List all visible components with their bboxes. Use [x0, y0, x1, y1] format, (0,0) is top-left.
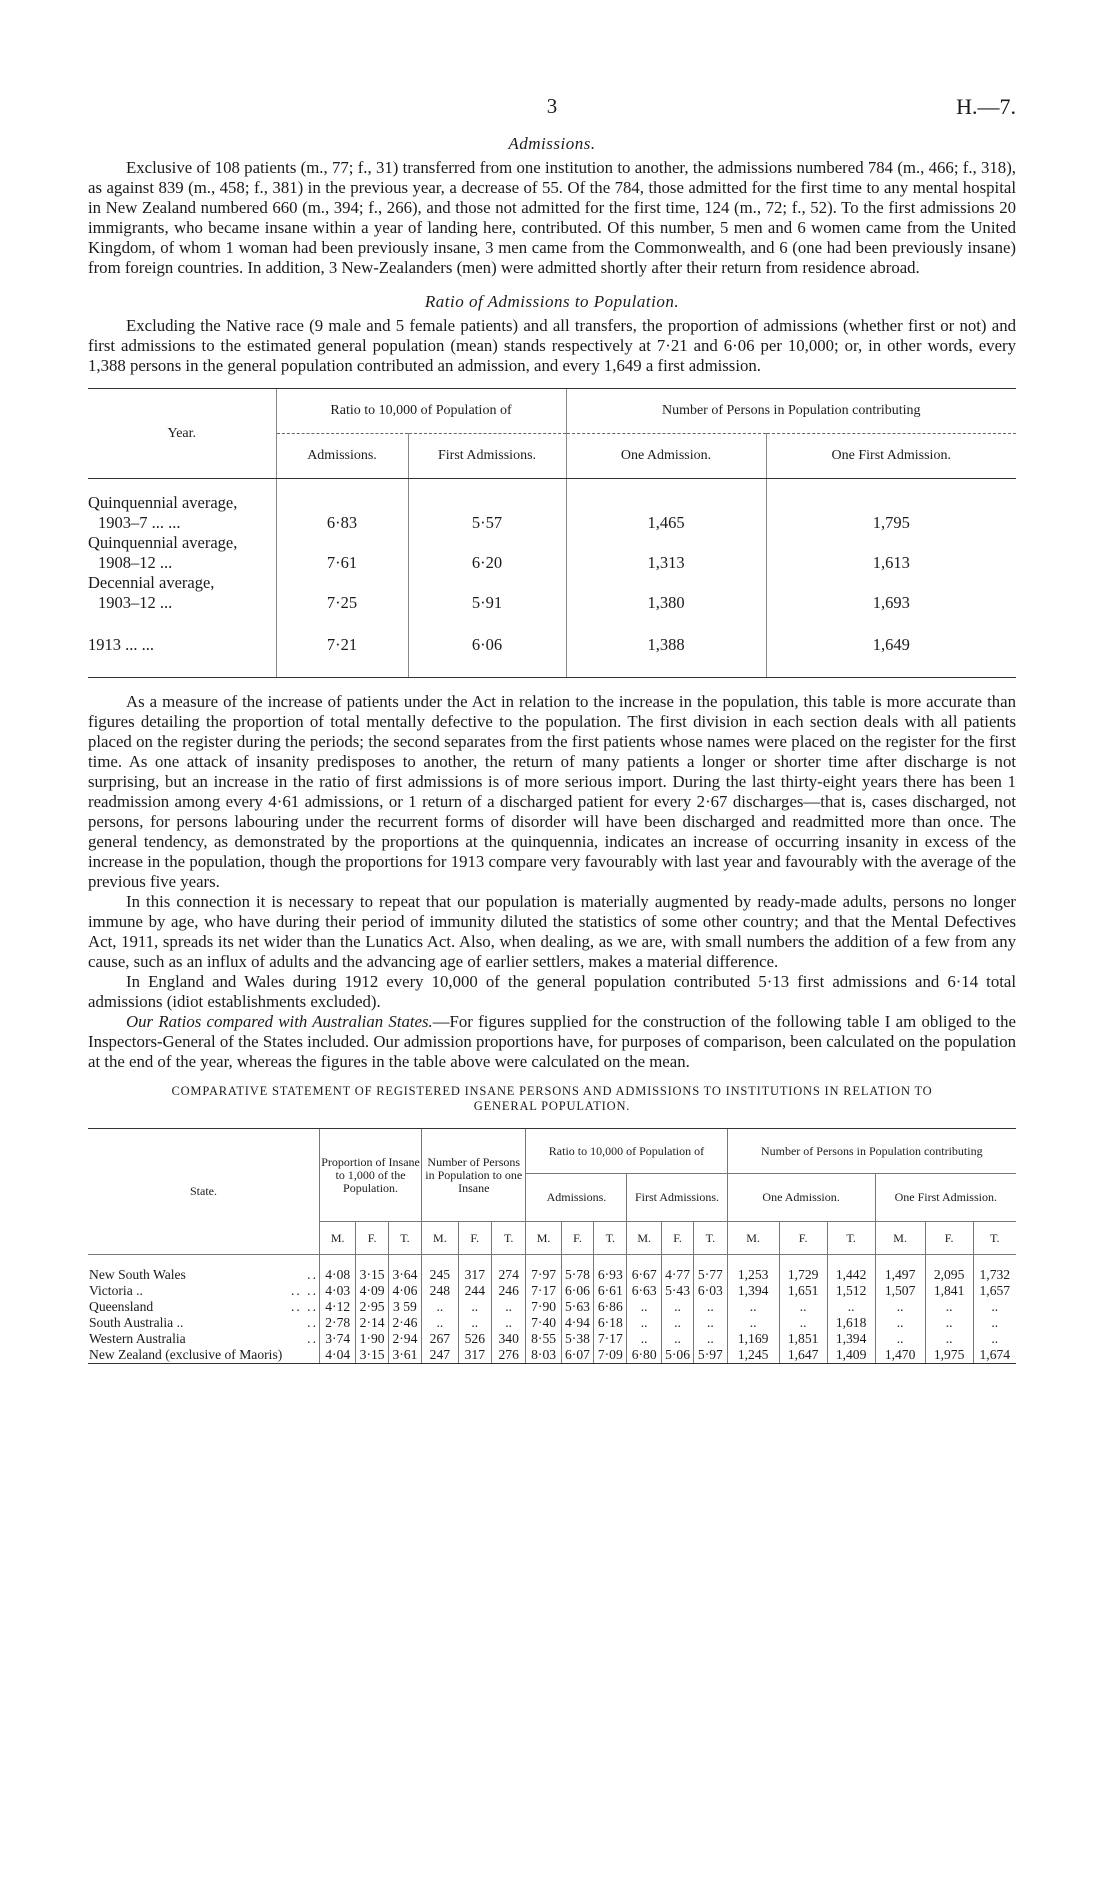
one-first-admission-cell: .. — [875, 1315, 925, 1331]
proportion-cell: 4·08 — [319, 1267, 355, 1283]
one-first-admission-cell: .. — [875, 1299, 925, 1315]
one-first-admission-cell: .. — [925, 1315, 973, 1331]
state-name: Queensland — [89, 1299, 154, 1314]
one-admission-cell: 1,388 — [566, 613, 766, 655]
persons-per-insane-column-header: Number of Persons in Population to one Insane — [422, 1129, 526, 1222]
one-admission-column-header: One Admission. — [727, 1174, 875, 1222]
table-row — [88, 1267, 1016, 1283]
first-admissions-ratio-cell: 6·80 — [627, 1347, 661, 1364]
admissions-ratio-cell: 6·93 — [594, 1267, 627, 1283]
persons-per-insane-cell: 317 — [458, 1267, 491, 1283]
one-first-admission-column-header: One First Admission. — [875, 1174, 1016, 1222]
proportion-cell: 2·46 — [388, 1315, 421, 1331]
admissions-ratio-cell: 6·18 — [594, 1315, 627, 1331]
ratio-heading: Ratio of Admissions to Population. — [424, 292, 680, 311]
leader-dots: .. — [307, 1315, 318, 1330]
one-first-admission-cell: 1,470 — [875, 1347, 925, 1364]
admissions-ratio-cell: 7·09 — [594, 1347, 627, 1364]
admissions-ratio-cell: 5·63 — [561, 1299, 593, 1315]
year-label-continued: 1903–12 ... — [98, 593, 173, 612]
sex-subheader: M. — [875, 1222, 925, 1255]
one-admission-cell: .. — [727, 1315, 779, 1331]
proportion-cell: 3·74 — [319, 1331, 355, 1347]
one-admission-cell: 1,245 — [727, 1347, 779, 1364]
document-reference: H.—7. — [956, 94, 1016, 119]
table-row — [88, 1299, 1016, 1315]
sex-subheader: T. — [973, 1222, 1016, 1255]
table-title-line: COMPARATIVE STATEMENT OF REGISTERED INSANE PERSONS AND ADMISSIONS TO INSTITUTIONS IN RELATION TO — [171, 1084, 933, 1098]
one-admission-cell: .. — [779, 1299, 827, 1315]
proportion-cell: 4·06 — [388, 1283, 421, 1299]
one-first-admission-cell: .. — [925, 1299, 973, 1315]
one-first-admission-cell: 1,649 — [766, 613, 1016, 655]
sex-subheader: F. — [356, 1222, 388, 1255]
admissions-ratio-cell: 6·07 — [561, 1347, 593, 1364]
one-admission-cell: 1,394 — [727, 1283, 779, 1299]
one-admission-cell: 1,313 — [566, 533, 766, 573]
one-admission-column-header: One Admission. — [566, 434, 766, 479]
first-admissions-ratio-cell: .. — [694, 1315, 727, 1331]
first-admissions-cell: 5·91 — [408, 573, 566, 613]
one-admission-cell: .. — [727, 1299, 779, 1315]
one-admission-cell: .. — [827, 1299, 875, 1315]
first-admissions-ratio-cell: 5·77 — [694, 1267, 727, 1283]
sex-subheader: T. — [388, 1222, 421, 1255]
persons-per-insane-cell: 274 — [491, 1267, 525, 1283]
one-first-admission-cell: 1,497 — [875, 1267, 925, 1283]
table-row — [88, 573, 1016, 613]
one-admission-cell: 1,380 — [566, 573, 766, 613]
first-admissions-ratio-cell: .. — [627, 1331, 661, 1347]
sex-subheader: M. — [727, 1222, 779, 1255]
year-label-continued: 1908–12 ... — [98, 553, 173, 572]
state-name: Victoria .. — [89, 1283, 143, 1298]
one-first-admission-cell: 1,674 — [973, 1347, 1016, 1364]
leader-dots: .. — [307, 1267, 318, 1282]
admissions-cell: 7·25 — [276, 573, 408, 613]
admissions-column-header: Admissions. — [526, 1174, 627, 1222]
year-label: 1913 ... ... — [88, 635, 154, 654]
persons-per-insane-cell: .. — [491, 1315, 525, 1331]
one-admission-cell: 1,851 — [779, 1331, 827, 1347]
admissions-ratio-cell: 7·17 — [594, 1331, 627, 1347]
one-admission-cell: 1,647 — [779, 1347, 827, 1364]
one-admission-cell: 1,618 — [827, 1315, 875, 1331]
proportion-cell: 2·95 — [356, 1299, 388, 1315]
persons-per-insane-cell: .. — [422, 1299, 458, 1315]
one-first-admission-cell: 1,975 — [925, 1347, 973, 1364]
persons-group-header: Number of Persons in Population contributing — [566, 389, 1016, 434]
discussion-paragraph-3: In England and Wales during 1912 every 10,000 of the general population contributed 5·13 first admissions and 6·14 total admissions (idiot establishments excluded). — [88, 972, 1016, 1011]
one-first-admission-cell: 1,795 — [766, 493, 1016, 533]
persons-per-insane-cell: 317 — [458, 1347, 491, 1364]
one-first-admission-cell: .. — [925, 1331, 973, 1347]
persons-per-insane-cell: .. — [458, 1299, 491, 1315]
persons-per-insane-cell: 246 — [491, 1283, 525, 1299]
table-row — [88, 1315, 1016, 1331]
proportion-cell: 4·03 — [319, 1283, 355, 1299]
paragraph-lead-in: Our Ratios compared with Australian States. — [126, 1012, 433, 1031]
page-header — [88, 80, 1016, 120]
sex-subheader: F. — [661, 1222, 693, 1255]
persons-per-insane-cell: 244 — [458, 1283, 491, 1299]
proportion-cell: 2·14 — [356, 1315, 388, 1331]
sex-subheader: M. — [627, 1222, 661, 1255]
table-row — [88, 613, 1016, 655]
first-admissions-ratio-cell: .. — [661, 1315, 693, 1331]
one-first-admission-cell: 1,657 — [973, 1283, 1016, 1299]
leader-dots: .. .. — [290, 1299, 318, 1314]
persons-per-insane-cell: 276 — [491, 1347, 525, 1364]
admissions-heading: Admissions. — [508, 134, 596, 153]
one-first-admission-cell: 1,507 — [875, 1283, 925, 1299]
proportion-cell: 1·90 — [356, 1331, 388, 1347]
first-admissions-column-header: First Admissions. — [408, 434, 566, 479]
one-admission-cell: 1,729 — [779, 1267, 827, 1283]
state-column-header: State. — [88, 1129, 319, 1255]
comparative-table-title — [88, 1084, 1016, 1114]
one-first-admission-cell: 1,732 — [973, 1267, 1016, 1283]
admissions-column-header: Admissions. — [276, 434, 408, 479]
sex-subheader: M. — [319, 1222, 355, 1255]
proportion-cell: 2·94 — [388, 1331, 421, 1347]
document-page — [88, 80, 1016, 1364]
persons-group-header: Number of Persons in Population contributing — [727, 1129, 1016, 1174]
first-admissions-ratio-cell: .. — [694, 1331, 727, 1347]
admissions-ratio-cell: 6·61 — [594, 1283, 627, 1299]
table-row — [88, 533, 1016, 573]
year-column-header: Year. — [88, 389, 276, 479]
first-admissions-ratio-cell: 6·63 — [627, 1283, 661, 1299]
admissions-cell: 7·21 — [276, 613, 408, 655]
first-admissions-ratio-cell: 6·03 — [694, 1283, 727, 1299]
admissions-cell: 7·61 — [276, 533, 408, 573]
table-row — [88, 1283, 1016, 1299]
admissions-ratio-cell: 5·38 — [561, 1331, 593, 1347]
comparative-table — [88, 1128, 1016, 1364]
ratio-group-header: Ratio to 10,000 of Population of — [276, 389, 566, 434]
first-admissions-column-header: First Admissions. — [627, 1174, 727, 1222]
persons-per-insane-cell: 526 — [458, 1331, 491, 1347]
year-label: Quinquennial average, — [88, 533, 238, 552]
sex-subheader: M. — [422, 1222, 458, 1255]
table-row — [88, 1347, 1016, 1364]
proportion-cell: 4·04 — [319, 1347, 355, 1364]
one-admission-cell: .. — [779, 1315, 827, 1331]
proportion-cell: 3·15 — [356, 1267, 388, 1283]
sex-subheader: F. — [561, 1222, 593, 1255]
persons-per-insane-cell: 245 — [422, 1267, 458, 1283]
admissions-paragraph: Exclusive of 108 patients (m., 77; f., 31) transferred from one institution to another, the admissions numbered 784 (m., 466; f., 318), as against 839 (m., 458; f., 381) in the previous year, a decrease of 55. Of the 784, those admitted for the first time to any mental hospital in New Zealand numbered 660 (m., 394; f., 266), and those not admitted for the first time, 124 (m., 72; f., 52). To the first admissions 20 immigrants, who became insane within a year of landing here, contributed. Of this number, 5 men and 6 women came from the United Kingdom, of whom 1 woman had been previously insane, 3 men came from the Commonwealth, and 6 (one had been previously insane) from foreign countries. In addition, 3 New-Zealanders (men) were admitted shortly after their return from residence abroad. — [88, 158, 1016, 277]
persons-per-insane-cell: .. — [422, 1315, 458, 1331]
proportion-cell: 3·64 — [388, 1267, 421, 1283]
sex-subheader: F. — [458, 1222, 491, 1255]
sex-subheader: T. — [594, 1222, 627, 1255]
admissions-ratio-cell: 7·17 — [526, 1283, 561, 1299]
first-admissions-ratio-cell: .. — [661, 1331, 693, 1347]
sex-subheader: T. — [827, 1222, 875, 1255]
sex-subheader: F. — [779, 1222, 827, 1255]
sex-subheader: T. — [491, 1222, 525, 1255]
admissions-cell: 6·83 — [276, 493, 408, 533]
persons-per-insane-cell: .. — [491, 1299, 525, 1315]
one-admission-cell: 1,512 — [827, 1283, 875, 1299]
leader-dots: .. — [307, 1331, 318, 1346]
table-title-line: GENERAL POPULATION. — [473, 1099, 631, 1113]
one-admission-cell: 1,169 — [727, 1331, 779, 1347]
proportion-cell: 2·78 — [319, 1315, 355, 1331]
one-admission-cell: 1,651 — [779, 1283, 827, 1299]
table-row — [88, 493, 1016, 533]
discussion-paragraph-1: As a measure of the increase of patients under the Act in relation to the increase in the population, this table is more accurate than figures detailing the proportion of total mentally defective to the population. The first division in each section deals with all patients placed on the register during the periods; the second separates from the first patients whose names were placed on the register for the first time. As one attack of insanity predisposes to another, the return of many patients a longer or shorter time after discharge is not surprising, but an increase in the ratio of first admissions is of more serious import. During the last thirty-eight years there has been 1 readmission among every 4·61 admissions, or 1 return of a discharged patient for every 2·67 discharges—that is, cases discharged, not persons, for persons labouring under the recurrent forms of disorder will have been discharged and readmitted more than once. The general tendency, as demonstrated by the proportions at the quinquennia, indicates an increase of occurring insanity in excess of the increase in the population, though the proportions for 1913 compare very favourably with last year and favourably with the average of the previous five years. — [88, 692, 1016, 891]
one-first-admission-cell: 2,095 — [925, 1267, 973, 1283]
admissions-ratio-cell: 8·03 — [526, 1347, 561, 1364]
first-admissions-cell: 6·06 — [408, 613, 566, 655]
persons-per-insane-cell: 248 — [422, 1283, 458, 1299]
table-row — [88, 1331, 1016, 1347]
proportion-cell: 3 59 — [388, 1299, 421, 1315]
one-first-admission-cell: 1,693 — [766, 573, 1016, 613]
ratio-paragraph: Excluding the Native race (9 male and 5 female patients) and all transfers, the proportion of admissions (whether first or not) and first admissions to the estimated general population (mean) stands respectively at 7·21 and 6·06 per 10,000; or, in other words, every 1,388 persons in the general population contributed an admission, and every 1,649 a first admission. — [88, 316, 1016, 375]
first-admissions-ratio-cell: .. — [694, 1299, 727, 1315]
one-admission-cell: 1,253 — [727, 1267, 779, 1283]
one-admission-cell: 1,442 — [827, 1267, 875, 1283]
one-first-admission-cell: 1,841 — [925, 1283, 973, 1299]
one-first-admission-cell: .. — [973, 1331, 1016, 1347]
one-admission-cell: 1,465 — [566, 493, 766, 533]
paragraph-text: —For figures supplied for the construction of the following table I am obliged to the Inspectors-General of the States included. Our admission proportions have, for purposes of comparison, been calculated on the population at the end of the year, whereas the figures in the table above were calculated on the mean. — [88, 1012, 1016, 1071]
first-admissions-ratio-cell: 5·97 — [694, 1347, 727, 1364]
sex-subheader: T. — [694, 1222, 727, 1255]
admissions-ratio-cell: 8·55 — [526, 1331, 561, 1347]
persons-per-insane-cell: 267 — [422, 1331, 458, 1347]
first-admissions-ratio-cell: .. — [661, 1299, 693, 1315]
persons-per-insane-cell: 340 — [491, 1331, 525, 1347]
first-admissions-cell: 5·57 — [408, 493, 566, 533]
sex-subheader: M. — [526, 1222, 561, 1255]
admissions-ratio-cell: 4·94 — [561, 1315, 593, 1331]
proportion-cell: 4·12 — [319, 1299, 355, 1315]
first-admissions-ratio-cell: 6·67 — [627, 1267, 661, 1283]
ratio-group-header: Ratio to 10,000 of Population of — [526, 1129, 727, 1174]
year-label: Quinquennial average, — [88, 493, 238, 512]
one-first-admission-cell: .. — [973, 1315, 1016, 1331]
admissions-ratio-cell: 7·97 — [526, 1267, 561, 1283]
proportion-cell: 3·61 — [388, 1347, 421, 1364]
admissions-ratio-cell: 7·40 — [526, 1315, 561, 1331]
state-name: New Zealand (exclusive of Maoris) — [89, 1347, 283, 1362]
one-admission-cell: 1,394 — [827, 1331, 875, 1347]
year-label-continued: 1903–7 ... ... — [98, 513, 181, 532]
first-admissions-ratio-cell: 5·43 — [661, 1283, 693, 1299]
sex-subheader: F. — [925, 1222, 973, 1255]
year-label: Decennial average, — [88, 573, 215, 592]
proportion-cell: 4·09 — [356, 1283, 388, 1299]
state-name: Western Australia — [89, 1331, 186, 1346]
first-admissions-ratio-cell: 5·06 — [661, 1347, 693, 1364]
discussion-paragraph-2: In this connection it is necessary to repeat that our population is materially augmented by ready-made adults, persons no longer immune by age, who have during their period of immunity diluted the statistics of some other country; and that the Mental Defectives Act, 1911, spreads its net wider than the Lunatics Act. Also, when dealing, as we are, with small numbers the addition of a few from any cause, such as an influx of adults and the advancing age of earlier settlers, makes a material difference. — [88, 892, 1016, 971]
first-admissions-cell: 6·20 — [408, 533, 566, 573]
discussion-paragraph-4 — [88, 1012, 1016, 1072]
ratio-table — [88, 388, 1016, 678]
one-first-admission-cell: 1,613 — [766, 533, 1016, 573]
state-name: South Australia .. — [89, 1315, 184, 1330]
page-number: 3 — [546, 94, 558, 118]
admissions-ratio-cell: 6·06 — [561, 1283, 593, 1299]
proportion-cell: 3·15 — [356, 1347, 388, 1364]
first-admissions-ratio-cell: .. — [627, 1299, 661, 1315]
one-first-admission-column-header: One First Admission. — [766, 434, 1016, 479]
proportion-column-header: Proportion of Insane to 1,000 of the Population. — [319, 1129, 421, 1222]
one-admission-cell: 1,409 — [827, 1347, 875, 1364]
admissions-ratio-cell: 6·86 — [594, 1299, 627, 1315]
persons-per-insane-cell: .. — [458, 1315, 491, 1331]
persons-per-insane-cell: 247 — [422, 1347, 458, 1364]
one-first-admission-cell: .. — [875, 1331, 925, 1347]
state-name: New South Wales — [89, 1267, 186, 1282]
one-first-admission-cell: .. — [973, 1299, 1016, 1315]
first-admissions-ratio-cell: 4·77 — [661, 1267, 693, 1283]
admissions-ratio-cell: 5·78 — [561, 1267, 593, 1283]
admissions-ratio-cell: 7·90 — [526, 1299, 561, 1315]
first-admissions-ratio-cell: .. — [627, 1315, 661, 1331]
leader-dots: .. .. — [290, 1283, 318, 1298]
